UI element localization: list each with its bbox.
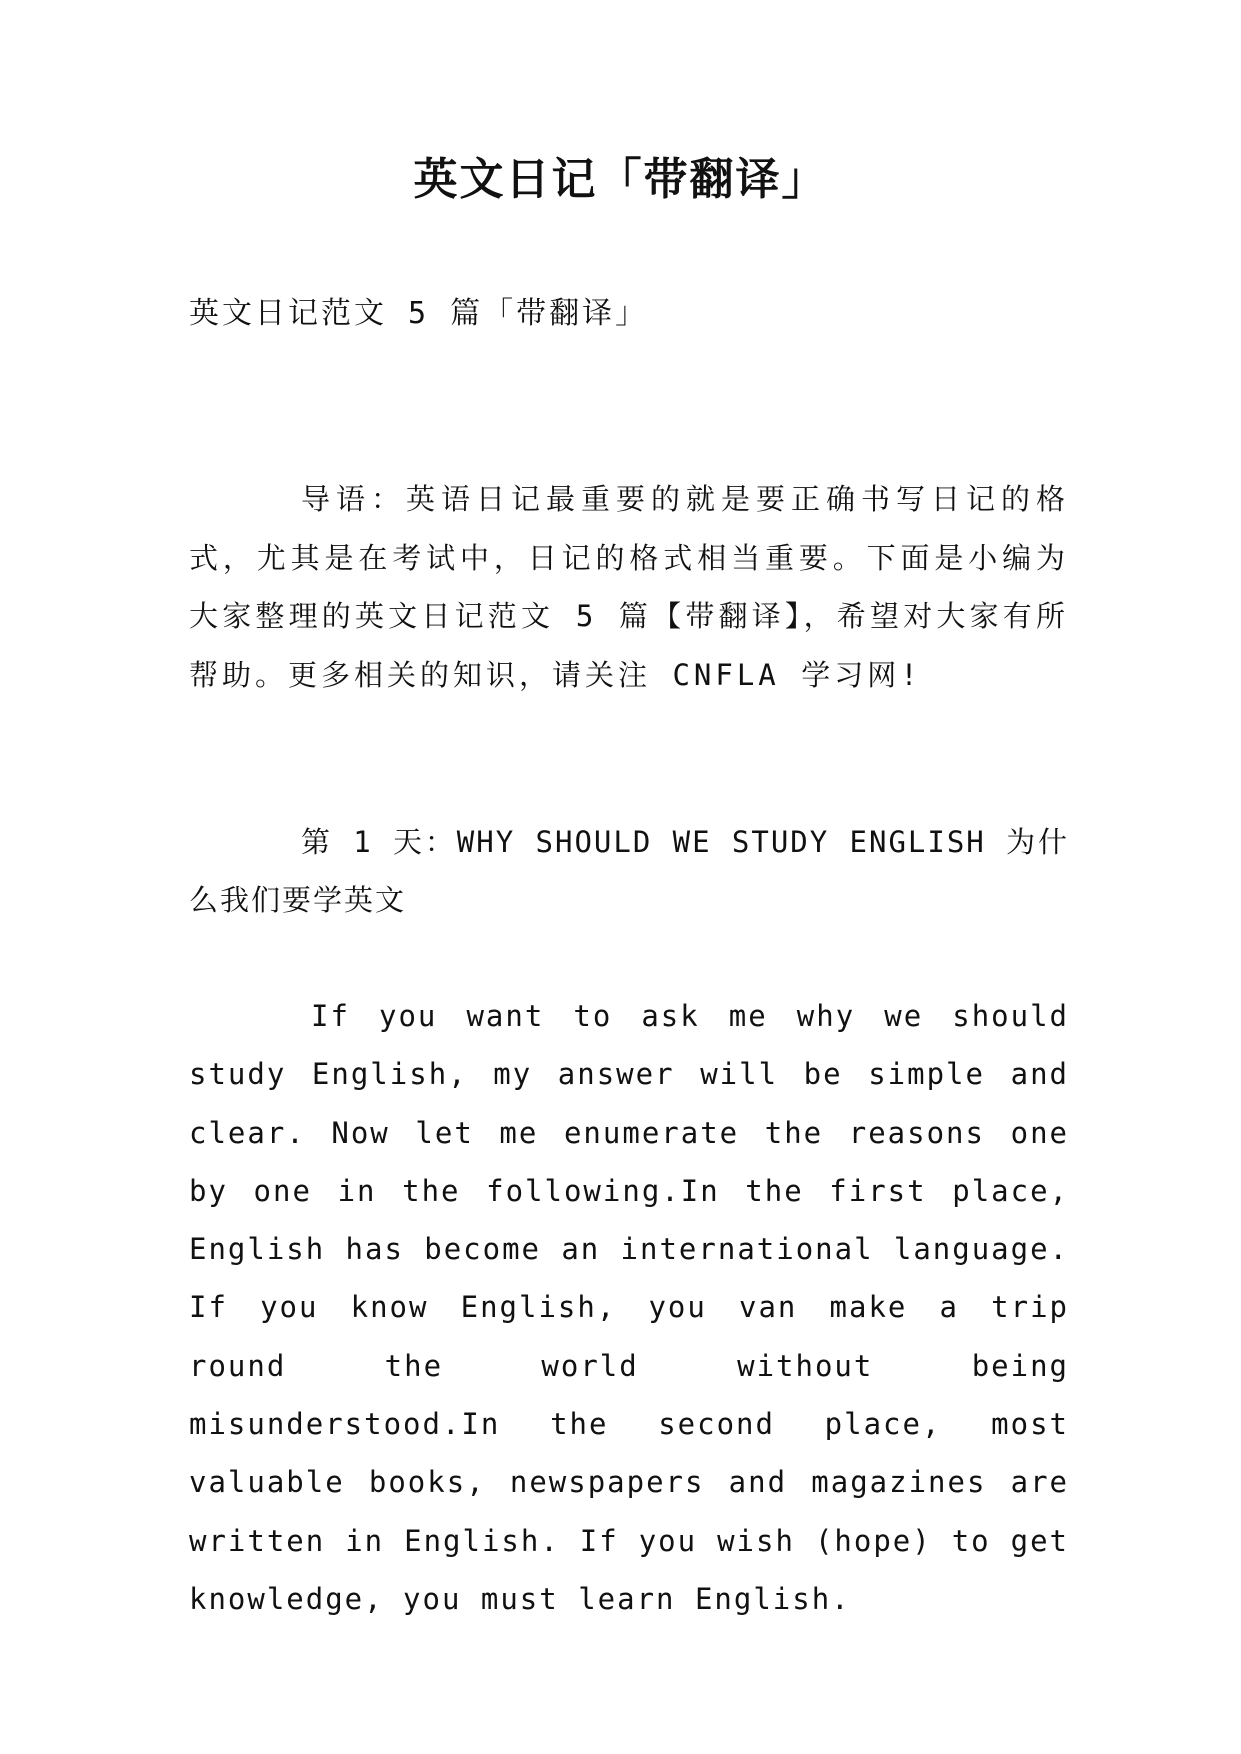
day1-body-paragraph: If you want to ask me why we should study English, my answer will be simple and clear. Now let me enumerate the reasons one by one in the following.In the first place, English has become an international language. If you know English, you van make a trip round the world without being misunderstood.In the second place, most valuable books, newspapers and magazines are written in English. If you wish (hope) to get knowledge, you must learn English. <box>189 999 1069 1616</box>
day1-heading: 第 1 天：WHY SHOULD WE STUDY ENGLISH 为什么我们要学英文 <box>189 825 1069 917</box>
intro-paragraph: 导语：英语日记最重要的就是要正确书写日记的格式，尤其是在考试中，日记的格式相当重要。下面是小编为大家整理的英文日记范文 5 篇【带翻译】，希望对大家有所帮助。更多相关的知识，请关注 CNFLA 学习网! <box>189 482 1069 692</box>
document-subtitle: 英文日记范文 5 篇「带翻译」 <box>189 296 649 331</box>
document-title: 英文日记「带翻译」 <box>413 154 828 205</box>
